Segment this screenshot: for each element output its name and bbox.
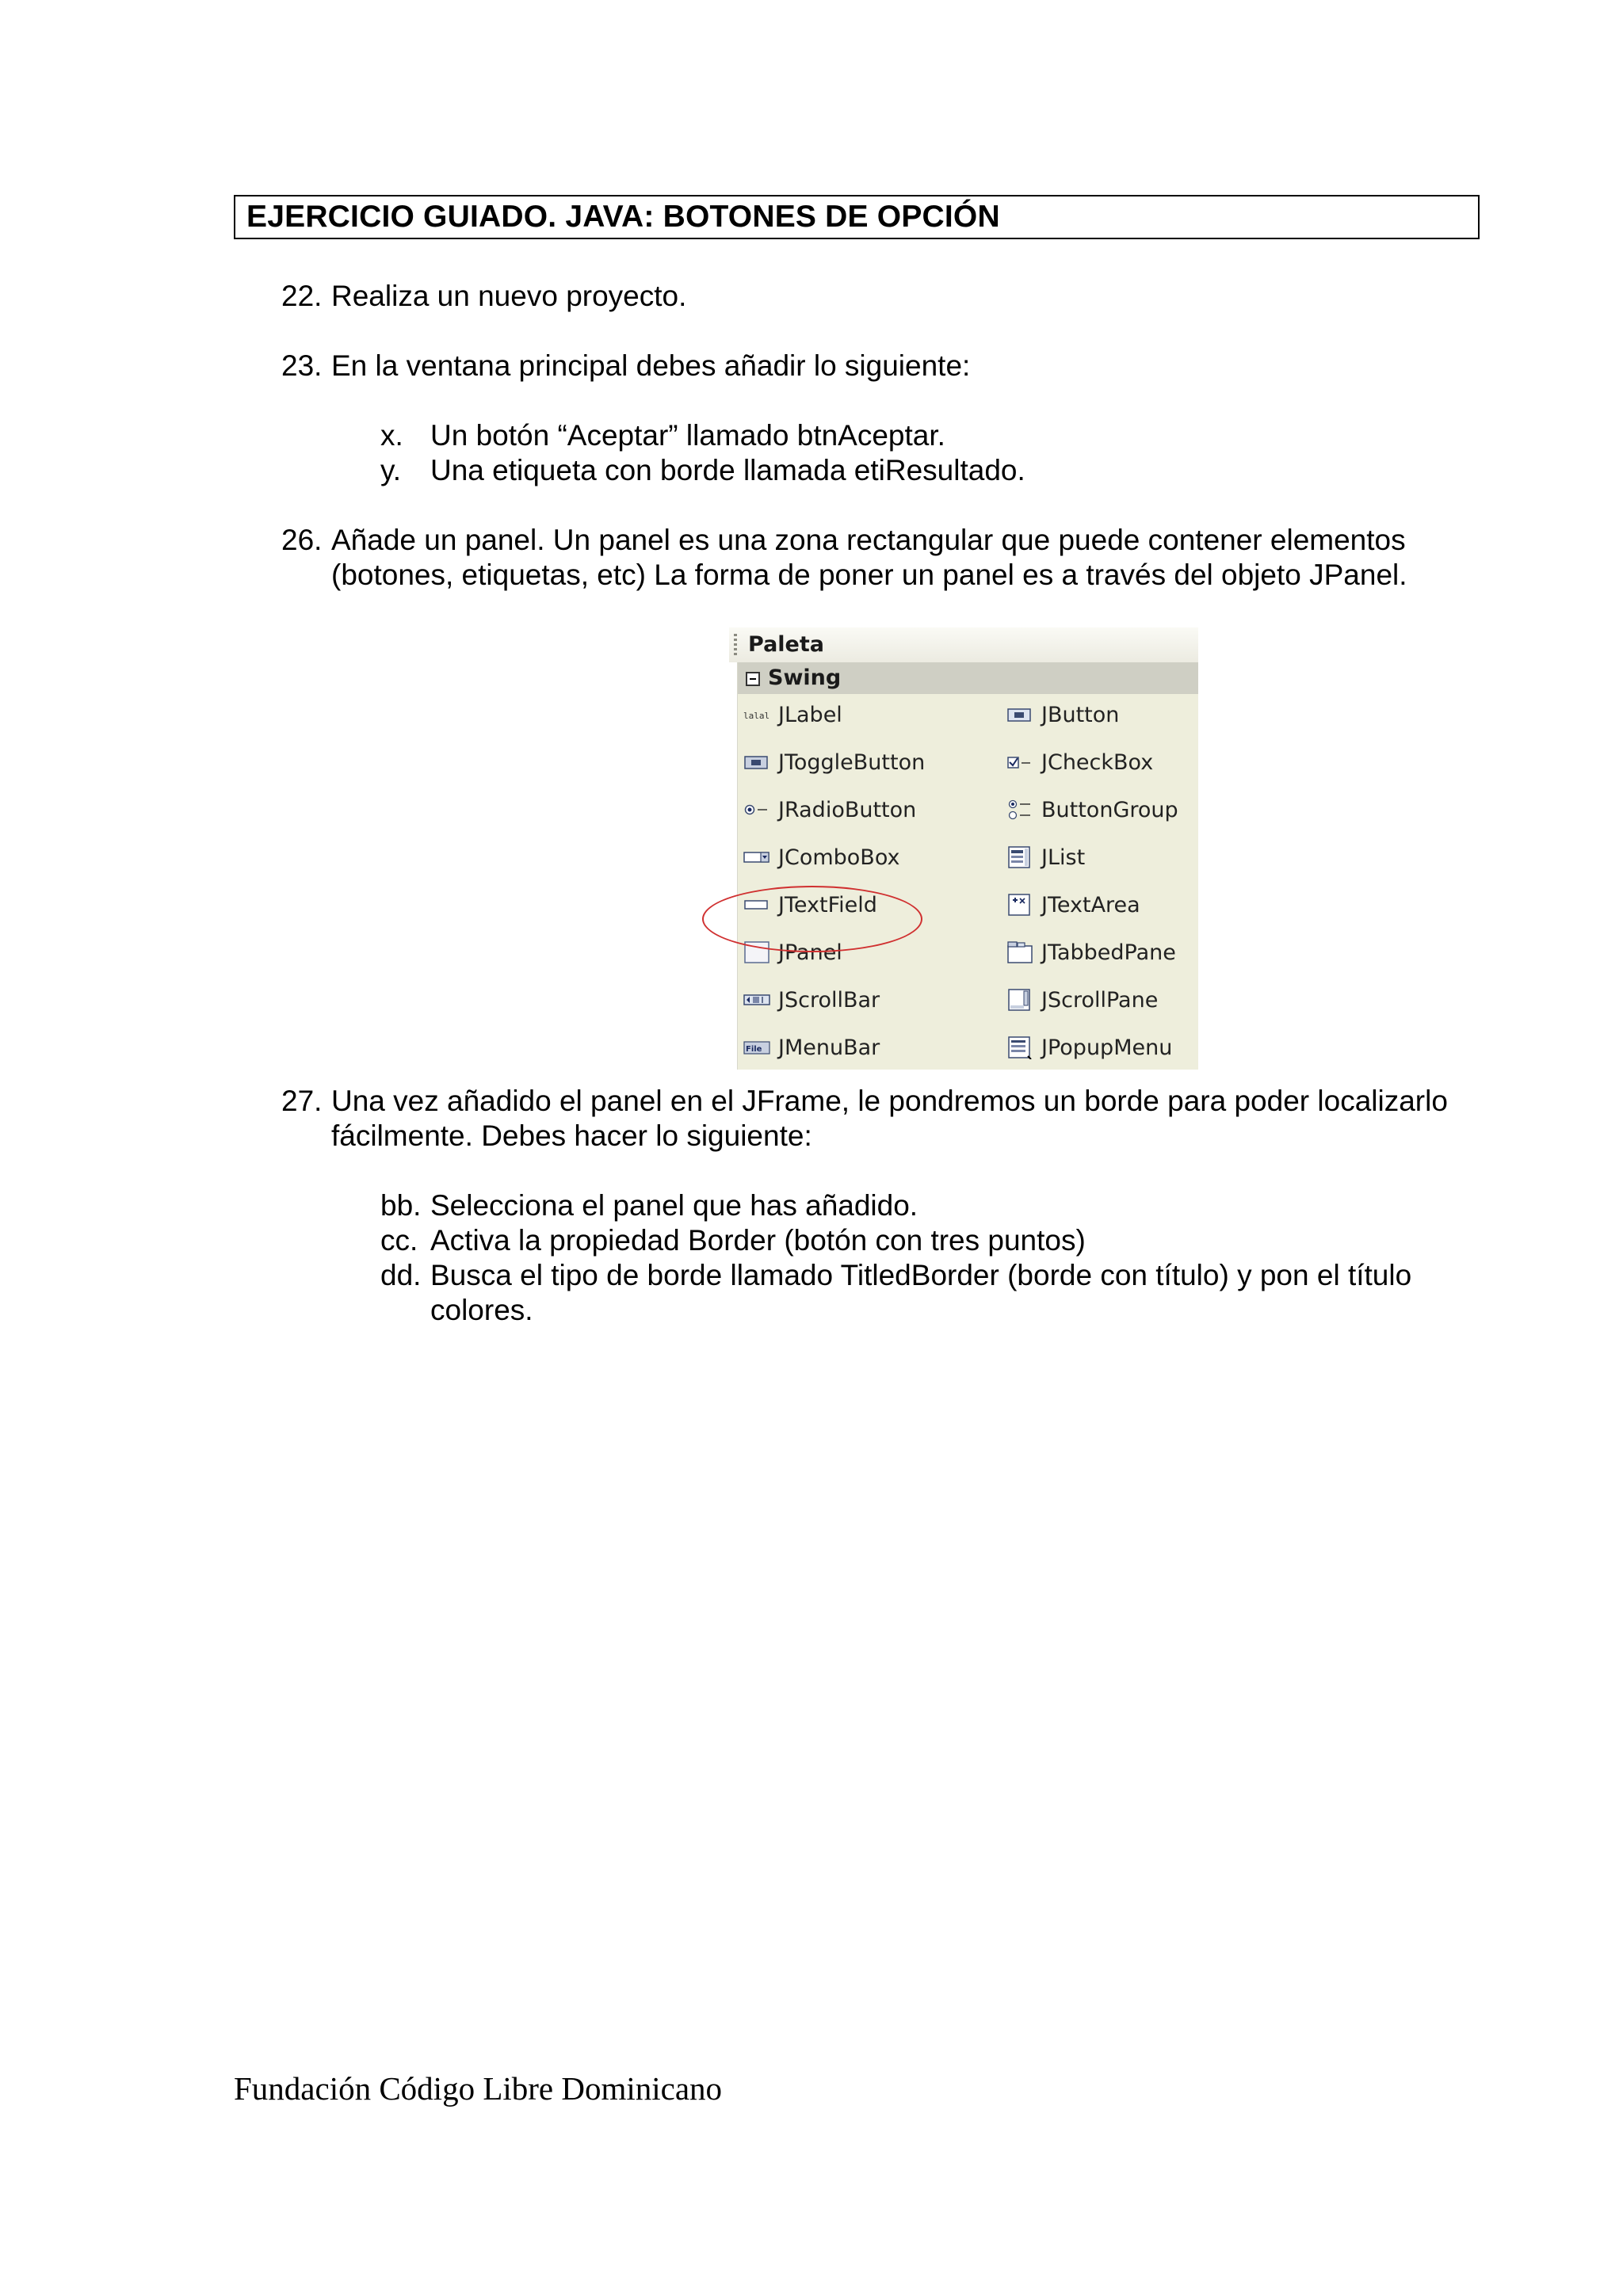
- item-label: JScrollPane: [1041, 987, 1159, 1013]
- substep-text: colores.: [430, 1294, 533, 1326]
- palette-item-jtextarea[interactable]: [1006, 889, 1140, 921]
- palette-item-jpanel[interactable]: [743, 936, 842, 968]
- substep-text: Un botón “Aceptar” llamado btnAceptar.: [430, 419, 945, 452]
- palette-item-jtabbedpane[interactable]: [1006, 936, 1176, 968]
- palette-header: [729, 627, 1198, 663]
- step-number: 27.: [281, 1085, 323, 1117]
- scroll-pane-icon: [1006, 988, 1033, 1012]
- checkbox-icon: [1006, 750, 1033, 774]
- palette-item-jscrollbar[interactable]: [743, 984, 880, 1016]
- item-label: JPanel: [778, 940, 842, 965]
- toggle-button-icon: [743, 750, 770, 774]
- list-icon: [1006, 845, 1033, 869]
- item-label: JPopupMenu: [1041, 1035, 1173, 1060]
- tabbed-pane-icon: [1006, 940, 1033, 964]
- grip-icon[interactable]: [734, 634, 737, 656]
- substep-letter: x.: [380, 419, 403, 452]
- button-icon: [1006, 703, 1033, 727]
- substep-text: Selecciona el panel que has añadido.: [430, 1189, 918, 1222]
- label-icon: [743, 703, 770, 727]
- palette-item-buttongroup[interactable]: [1006, 794, 1178, 826]
- footer-organization: Fundación Código Libre Dominicano: [234, 2070, 723, 2107]
- panel-icon: [743, 940, 770, 964]
- text-area-icon: [1006, 893, 1033, 917]
- button-group-icon: [1006, 798, 1033, 822]
- step-text: fácilmente. Debes hacer lo siguiente:: [331, 1119, 812, 1152]
- exercise-title: EJERCICIO GUIADO. JAVA: BOTONES DE OPCIÓN: [234, 195, 1480, 239]
- item-label: JScrollBar: [778, 987, 880, 1013]
- palette-item-jscrollpane[interactable]: [1006, 984, 1158, 1016]
- item-label: JCheckBox: [1041, 749, 1154, 775]
- palette-item-jlabel[interactable]: [743, 699, 842, 730]
- collapse-minus-icon[interactable]: [746, 672, 760, 686]
- step-text: Una vez añadido el panel en el JFrame, le pondremos un borde para poder localizarlo: [331, 1085, 1448, 1117]
- palette-section-swing[interactable]: [738, 662, 1198, 694]
- step-text: (botones, etiquetas, etc) La forma de poner un panel es a través del objeto JPanel.: [331, 559, 1407, 591]
- palette-item-jmenubar[interactable]: [743, 1032, 880, 1063]
- menubar-icon: [743, 1035, 770, 1059]
- item-label: JTextArea: [1041, 892, 1140, 917]
- scrollbar-icon: [743, 988, 770, 1012]
- substep-letter: cc.: [380, 1224, 418, 1257]
- item-label: JComboBox: [778, 845, 900, 870]
- step-text: En la ventana principal debes añadir lo siguiente:: [331, 349, 971, 382]
- palette-item-jradiobutton[interactable]: [743, 794, 916, 826]
- step-text: Añade un panel. Un panel es una zona rectangular que puede contener elementos: [331, 524, 1406, 556]
- palette-item-jtextfield[interactable]: [743, 889, 877, 921]
- item-label: JMenuBar: [778, 1035, 880, 1060]
- item-label: JTabbedPane: [1041, 940, 1176, 965]
- netbeans-palette: [729, 627, 1198, 1070]
- step-number: 22.: [281, 280, 323, 312]
- palette-item-jpopupmenu[interactable]: [1006, 1032, 1172, 1063]
- substep-letter: y.: [380, 454, 402, 486]
- substep-letter: bb.: [380, 1189, 422, 1222]
- palette-item-jlist[interactable]: [1006, 841, 1085, 873]
- item-label: JList: [1041, 845, 1086, 870]
- step-number: 23.: [281, 349, 323, 382]
- item-label: JToggleButton: [778, 749, 926, 775]
- step-number: 26.: [281, 524, 323, 556]
- svg-text:lalal: lalal: [743, 711, 770, 721]
- palette-item-jcombobox[interactable]: [743, 841, 899, 873]
- substep-text: Una etiqueta con borde llamada etiResultado.: [430, 454, 1025, 486]
- item-label: JTextField: [778, 892, 877, 917]
- item-label: JRadioButton: [778, 797, 917, 822]
- popup-menu-icon: [1006, 1035, 1033, 1059]
- substep-text: Busca el tipo de borde llamado TitledBorder (borde con título) y pon el título: [430, 1259, 1412, 1291]
- step-text: Realiza un nuevo proyecto.: [331, 280, 687, 312]
- svg-text:File: File: [746, 1045, 762, 1054]
- text-field-icon: [743, 893, 770, 917]
- palette-item-jbutton[interactable]: [1006, 699, 1119, 730]
- substep-text: Activa la propiedad Border (botón con tres puntos): [430, 1224, 1086, 1257]
- combobox-icon: [743, 845, 770, 869]
- palette-left-strip: [729, 662, 738, 1070]
- section-label: Swing: [768, 666, 842, 690]
- item-label: JButton: [1041, 702, 1120, 727]
- item-label: JLabel: [778, 702, 842, 727]
- radio-button-icon: [743, 798, 770, 822]
- palette-item-jtogglebutton[interactable]: [743, 746, 925, 778]
- palette-item-jcheckbox[interactable]: [1006, 746, 1153, 778]
- item-label: ButtonGroup: [1041, 797, 1178, 822]
- palette-title: Paleta: [748, 632, 824, 657]
- substep-letter: dd.: [380, 1259, 422, 1291]
